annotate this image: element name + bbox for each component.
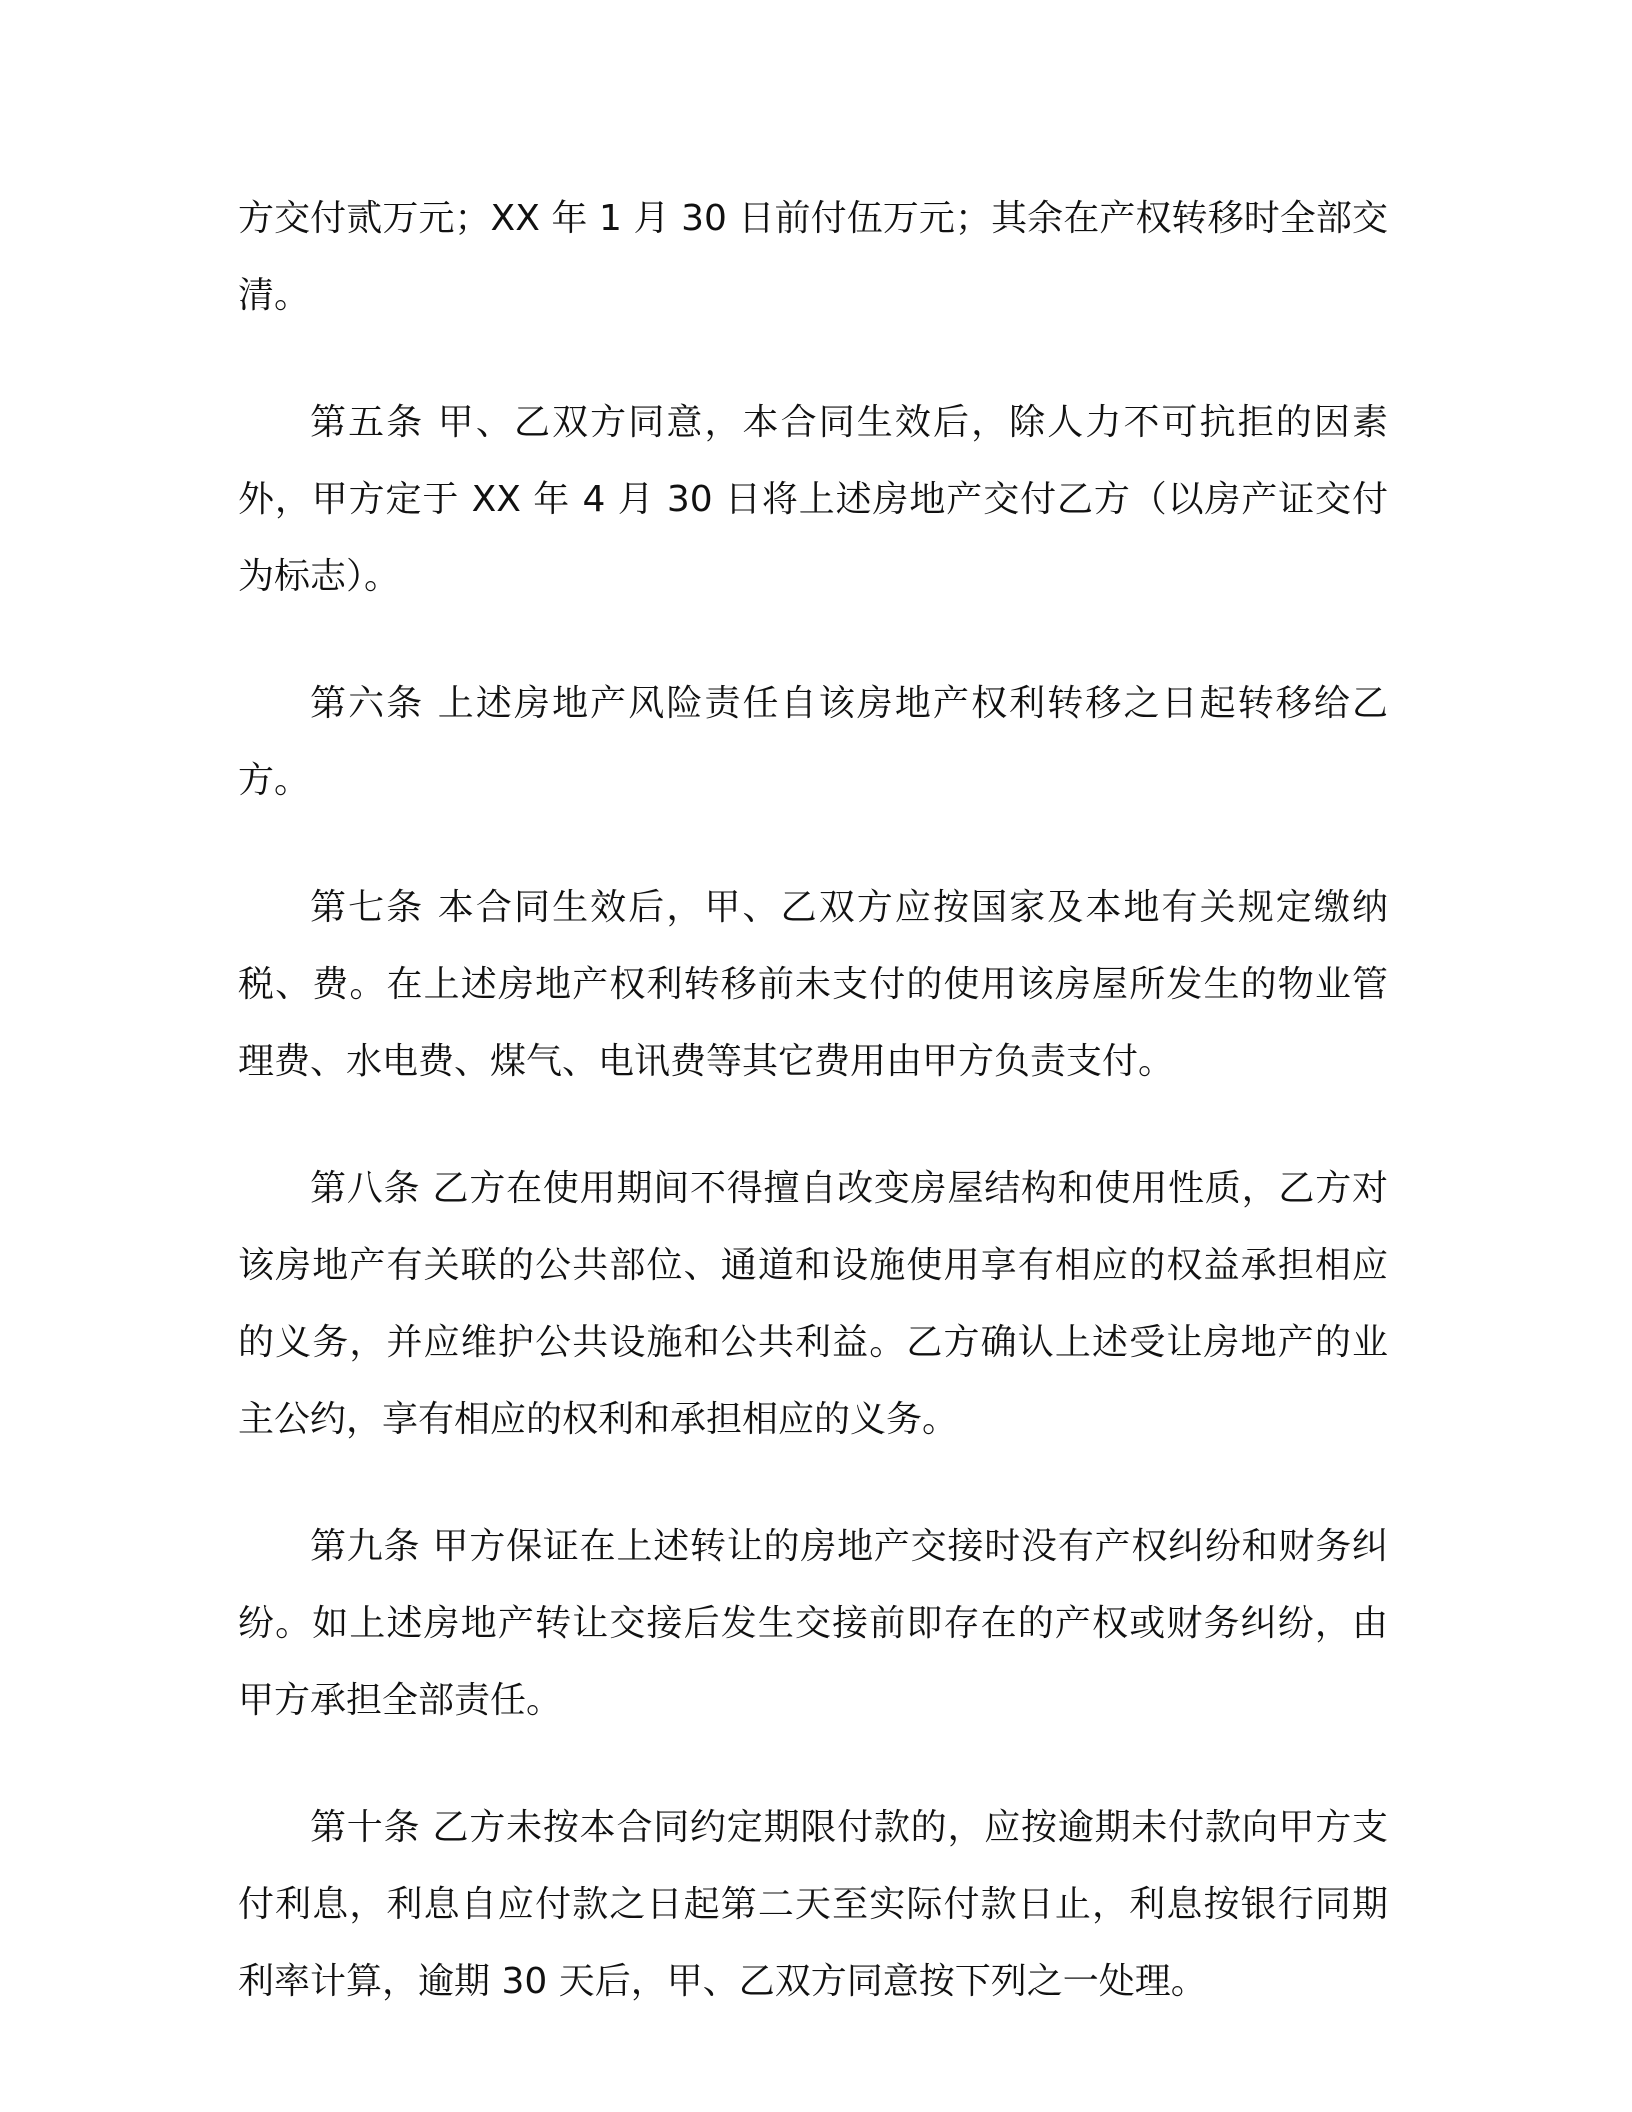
paragraph-article-5: 第五条 甲、乙双方同意，本合同生效后，除人力不可抗拒的因素外，甲方定于 XX 年 4 月 30 日将上述房地产交付乙方（以房产证交付为标志）。: [238, 402, 1388, 597]
paragraph-continuation: 方交付贰万元；XX 年 1 月 30 日前付伍万元；其余在产权转移时全部交清。: [238, 198, 1388, 316]
document-body: [238, 180, 1388, 2020]
paragraph-article-8: 第八条 乙方在使用期间不得擅自改变房屋结构和使用性质，乙方对该房地产有关联的公共部位、通道和设施使用享有相应的权益承担相应的义务，并应维护公共设施和公共利益。乙方确认上述受让房地产的业主公约，享有相应的权利和承担相应的义务。: [238, 1168, 1388, 1440]
paragraph-article-9: 第九条 甲方保证在上述转让的房地产交接时没有产权纠纷和财务纠纷。如上述房地产转让交接后发生交接前即存在的产权或财务纠纷，由甲方承担全部责任。: [238, 1526, 1388, 1721]
paragraph-article-10: 第十条 乙方未按本合同约定期限付款的，应按逾期未付款向甲方支付利息，利息自应付款之日起第二天至实际付款日止，利息按银行同期利率计算，逾期 30 天后，甲、乙双方同意按下列之一处理。: [238, 1807, 1388, 2002]
paragraph-article-7: 第七条 本合同生效后，甲、乙双方应按国家及本地有关规定缴纳税、费。在上述房地产权利转移前未支付的使用该房屋所发生的物业管理费、水电费、煤气、电讯费等其它费用由甲方负责支付。: [238, 887, 1388, 1082]
paragraph-article-6: 第六条 上述房地产风险责任自该房地产权利转移之日起转移给乙方。: [238, 683, 1388, 801]
